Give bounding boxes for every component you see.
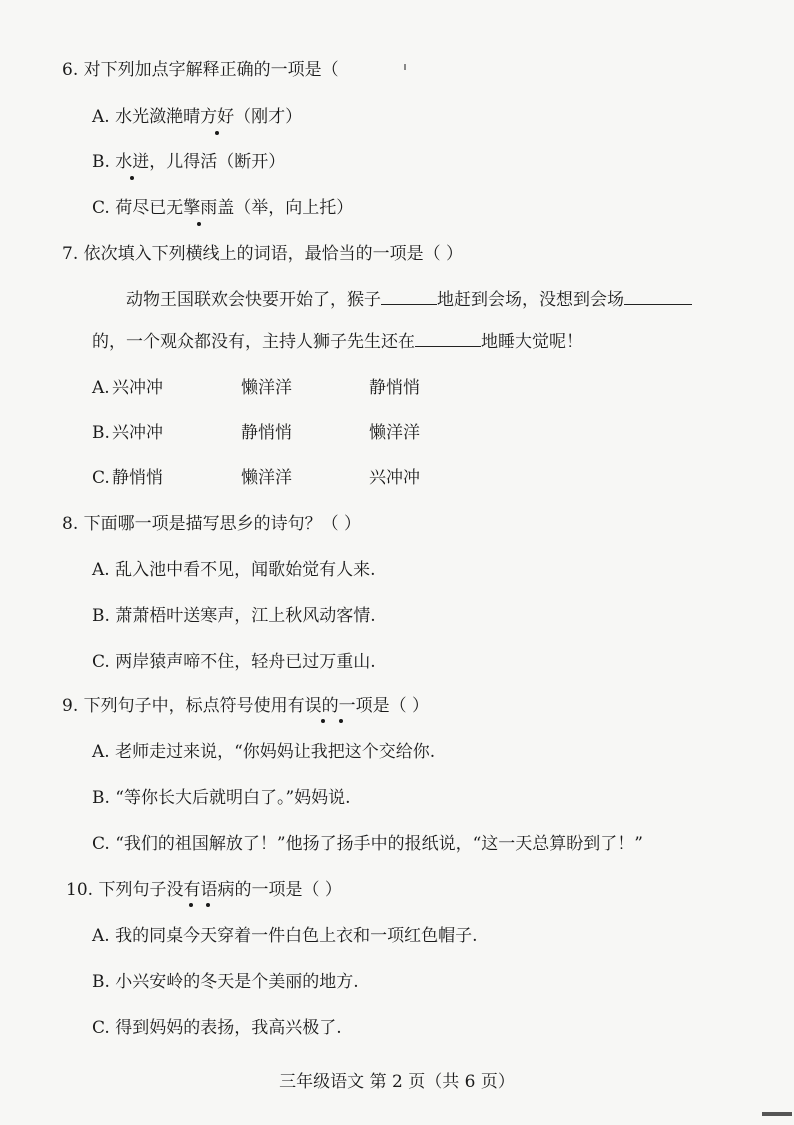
question-number: 7. [62, 244, 84, 264]
option-word: 懒洋洋 [241, 378, 292, 398]
q10-option-b: B. 小兴安岭的冬天是个美丽的地方. [92, 972, 359, 992]
q10-option-a: A. 我的同桌今天穿着一件白色上衣和一项红色帽子. [92, 926, 478, 946]
question-8 [62, 512, 361, 536]
fill-blank [415, 330, 481, 347]
option-word: 懒洋洋 [369, 423, 420, 443]
emphasis-dot [206, 903, 210, 907]
emphasis-dot [197, 222, 201, 226]
option-word: 兴冲冲 [112, 378, 163, 398]
fill-blank [624, 288, 692, 305]
q7-passage-line-2 [92, 330, 583, 354]
emphasis-dot [130, 176, 134, 180]
q9-option-c: C. “我们的祖国解放了！”他扬了扬手中的报纸说，“这一天总算盼到了！” [92, 834, 643, 854]
question-stem: 依次填入下列横线上的词语，最恰当的一项是（ ） [83, 244, 464, 264]
question-number: 8. [62, 514, 84, 534]
q6-option-a: A. 水光潋滟晴方好（刚才） [92, 107, 303, 127]
passage-text: 地睡大觉呢！ [481, 332, 583, 352]
question-stem: 对下列加点字解释正确的一项是（ [83, 60, 339, 80]
q9-option-b: B. “等你长大后就明白了。”妈妈说. [92, 788, 351, 808]
option-word: 静悄悄 [241, 423, 292, 443]
option-word: 静悄悄 [112, 468, 163, 488]
passage-text: 的，一个观众都没有，主持人狮子先生还在 [92, 332, 415, 352]
fill-blank [381, 288, 437, 305]
question-number: 9. [62, 696, 84, 716]
question-stem: 下面哪一项是描写思乡的诗句？（ ） [83, 514, 362, 534]
option-word: 静悄悄 [369, 378, 420, 398]
scan-mark [404, 64, 406, 70]
q8-option-a: A. 乱入池中看不见，闻歌始觉有人来. [92, 560, 376, 580]
q9-option-a: A. 老师走过来说，“你妈妈让我把这个交给你. [92, 742, 436, 762]
option-letter: C. [92, 468, 110, 488]
question-9 [62, 694, 429, 718]
option-letter: A. [92, 378, 110, 398]
question-stem: 下列句子没有语病的一项是（ ） [98, 880, 342, 900]
question-number: 10. [66, 880, 99, 900]
emphasis-dot [215, 131, 219, 135]
option-word: 兴冲冲 [369, 468, 420, 488]
question-stem: 下列句子中，标点符号使用有误的一项是（ ） [83, 696, 430, 716]
option-letter: B. [92, 423, 110, 443]
option-word: 懒洋洋 [241, 468, 292, 488]
question-number: 6. [62, 60, 84, 80]
emphasis-dot [321, 719, 325, 723]
q6-option-c: C. 荷尽已无擎雨盖（举，向上托） [92, 198, 354, 218]
question-10 [66, 878, 342, 902]
q6-option-b: B. 水迸，儿得活（断开） [92, 152, 286, 172]
option-word: 兴冲冲 [112, 423, 163, 443]
passage-text: 地赶到会场，没想到会场 [437, 290, 624, 310]
q8-option-b: B. 萧萧梧叶送寒声，江上秋风动客情. [92, 606, 376, 626]
question-6 [62, 58, 339, 82]
q8-option-c: C. 两岸猿声啼不住，轻舟已过万重山. [92, 652, 376, 672]
q10-option-c: C. 得到妈妈的表扬，我高兴极了. [92, 1018, 342, 1038]
emphasis-dot [339, 719, 343, 723]
emphasis-dot [189, 903, 193, 907]
page-footer: 三年级语文 第 2 页（共 6 页） [279, 1072, 515, 1092]
question-7 [62, 242, 463, 266]
passage-text: 动物王国联欢会快要开始了，猴子 [126, 290, 381, 310]
scan-mark [762, 1112, 792, 1116]
q7-passage-line-1 [126, 288, 692, 312]
